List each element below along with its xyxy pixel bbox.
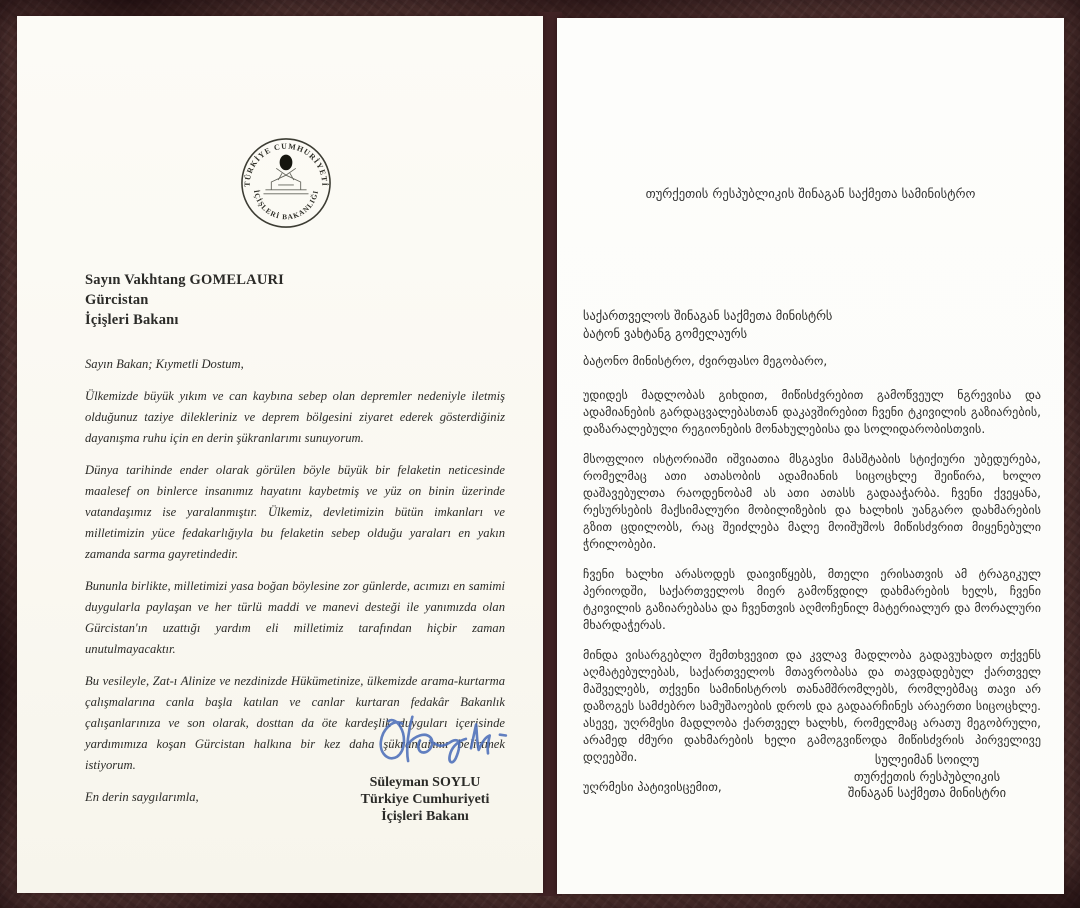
- recipient-title: საქართველოს შინაგან საქმეთა მინისტრს: [583, 308, 833, 323]
- paragraph: Bununla birlikte, milletimizi yasa boğan böylesine zor günlerde, acımızı en samimi duygularla paylaşan ve her türlü maddi ve manevi desteği ile yanımızda olan Gürcistan'ın uzattığı yardım eli milletimiz tarafından hiçbir zaman unutulmayacaktır.: [85, 579, 505, 656]
- paragraph: უდიდეს მადლობას გიხდით, მიწისძვრებით გამოწვეულ ნგრევისა და ადამიანების გარდაცვალებასთან დაკავშირებით ჩვენი ტკივილის გაზიარების, დაზარალებული რეგიონების მონახულებისა და სოლიდარობისთვის.: [583, 388, 1041, 436]
- closing-line: უღრმესი პატივისცემით,: [583, 780, 722, 794]
- seal-crest-art: [263, 168, 308, 193]
- paragraph: Bu vesileyle, Zat-ı Alinize ve nezdinizde Hükümetinize, ülkemizde arama-kurtarma çalışmalarına canla başla katılan ve canlar kurtaran fedakâr Bakanlık çalışanlarınıza ve son olarak, dosttan da öte kardeşlik duyguları içerisinde yardımımıza koşan Gürcistan halkına bir kez daha şükranlarımı belirtmek istiyorum.: [85, 674, 505, 772]
- recipient-country: Gürcistan: [85, 292, 149, 308]
- signer-name: Süleyman SOYLU: [369, 775, 481, 790]
- closing-line: En derin saygılarımla,: [85, 790, 199, 804]
- salutation: Sayın Bakan; Kıymetli Dostum,: [85, 357, 244, 371]
- signature-block-georgian: [815, 752, 1039, 802]
- recipient-title: İçişleri Bakanı: [85, 312, 179, 328]
- recipient-address-block: [85, 270, 284, 330]
- paragraph: Ülkemizde büyük yıkım ve can kaybına sebep olan depremler nedeniyle iletmiş olduğunuz taziye dilekleriniz ve deprem bölgesini ziyaret ederek gösterdiğiniz dayanışma ruhu için en derin şükranlarımı sunuyorum.: [85, 389, 505, 445]
- recipient-name: Sayın Vakhtang GOMELAURI: [85, 272, 284, 288]
- signer-title: შინაგან საქმეთა მინისტრი: [847, 785, 1007, 800]
- paragraph: მინდა ვისარგებლო შემთხვევით და კვლავ მადლობა გადავუხადო თქვენს აღმატებულებას, საქართველოს მთავრობასა და თავდადებულ ქართველ მაშველებს, თქვენი სამინისტროს თანამშრომლებს, რომლებმაც თავი არ დაზოგეს სამძებრო სამუშაოების დროს და გადაარჩინეს არაერთი სიცოცხლე. ასევე, უღრმესი მადლობა ქართველ ხალხს, რომელმაც არათუ მეგობრული, არამედ ძმური დახმარების ხელი გამოგვიწოდა მიწისძვრის პირველივე დღეებში.: [583, 648, 1041, 764]
- letter-page-turkish: [17, 16, 543, 893]
- signer-name: სულეიმან სოილუ: [874, 752, 980, 767]
- signer-org: Türkiye Cumhuriyeti: [360, 792, 490, 807]
- ministry-seal: [239, 136, 333, 230]
- paragraph: Dünya tarihinde ender olarak görülen böyle büyük bir felaketin neticesinde maalesef on binlerce insanımız hayatını kaybetmiş ve yüz on binin üzerinde vatandaşımız ise yaralanmıştır. Ülkemiz, devletimizin bütün imkanları ve milletimizin yüce fedakarlığıyla bu felaketin sebep olduğu yaraları en yakın zamanda sarma gayretindedir.: [85, 463, 505, 561]
- handwritten-signature: [362, 710, 512, 778]
- letter-page-georgian: [557, 18, 1064, 894]
- paragraph: მსოფლიო ისტორიაში იშვიათია მსგავსი მასშტაბის სტიქიური უბედურება, რომელმაც ათი ათასობის ადამიანის სიცოცხლე შეიწირა, ხოლო დაშავებულთა რაოდენობამ ას ათი ათასს გადააჭარბა. ჩვენი ქვეყანა, რესურსების მაქსიმალური მობილიზების და ხალხის უანგარო დახმარების გზით ცდილობს, რაც შეიძლება მალე მოიშუშოს მიწისძვრით მიყენებული ჭრილობები.: [583, 452, 1041, 551]
- salutation: ბატონო მინისტრო, ძვირფასო მეგობარო,: [583, 354, 828, 368]
- seal-tree-emblem: [280, 155, 293, 171]
- signer-org: თურქეთის რესპუბლიკის: [853, 768, 1001, 784]
- seal-top-arc-text: TÜRKİYE CUMHURİYETİ: [242, 141, 330, 187]
- recipient-address-block: [583, 307, 832, 343]
- signature-block-turkish: [295, 774, 555, 825]
- ministry-header-georgian: თურქეთის რესპუბლიკის შინაგან საქმეთა სამინისტრო: [645, 186, 976, 201]
- signer-title: İçişleri Bakanı: [381, 809, 469, 824]
- seal-bottom-arc-text: İÇİŞLERİ BAKANLIĞI: [251, 189, 321, 222]
- recipient-name: ბატონ ვახტანგ გომელაურს: [583, 326, 748, 341]
- paragraph: ჩვენი ხალხი არასოდეს დაივიწყებს, მთელი ერისათვის ამ ტრაგიკულ პერიოდში, საქართველოს მიერ გამოწვდილ დახმარების ხელს, ჩვენი ტკივილის გაზიარებასა და ჩვენთვის აღმოჩენილ მატერიალურ და მორალური მხარდაჭერას.: [583, 567, 1041, 632]
- letter-body-georgian: [583, 353, 1041, 796]
